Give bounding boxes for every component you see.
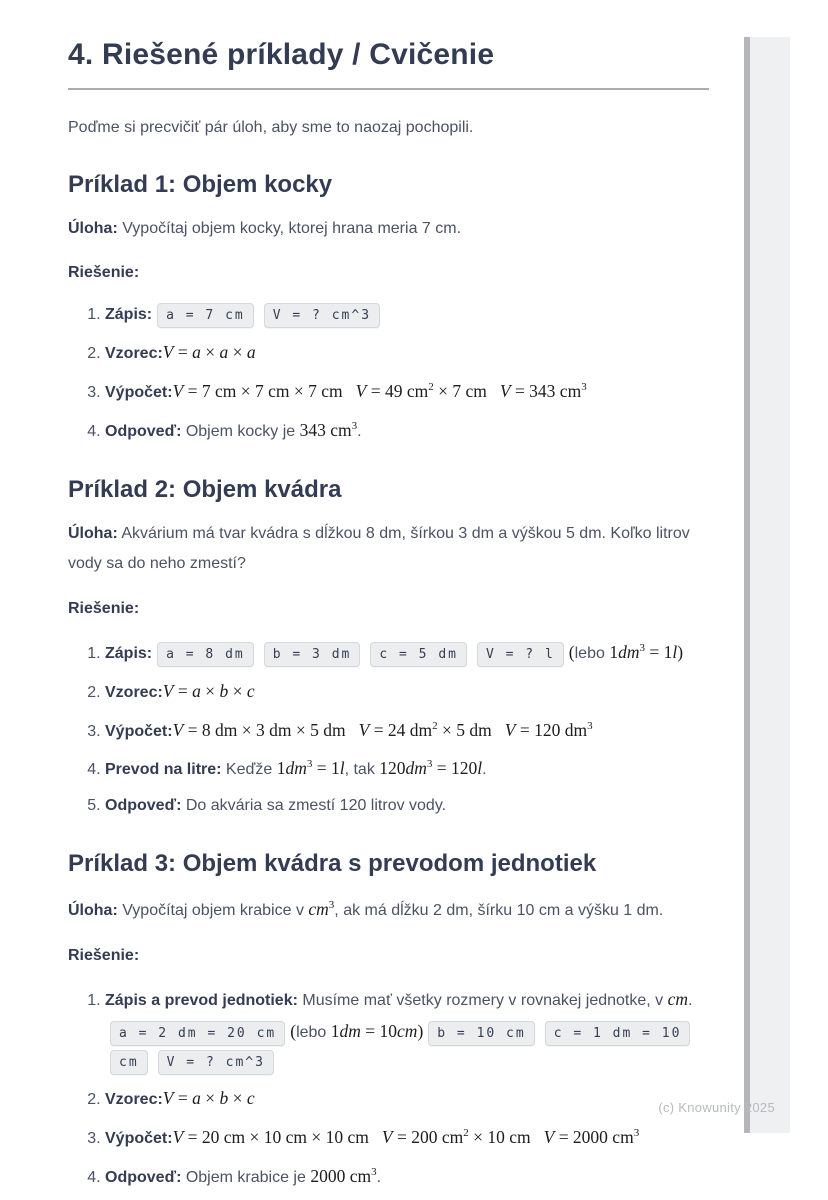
task-label: Úloha: <box>68 902 118 920</box>
code-chip: a = 7 cm <box>157 303 254 328</box>
solution-step <box>105 715 709 747</box>
step-label: Výpočet: <box>105 384 173 402</box>
task-label: Úloha: <box>68 219 118 237</box>
solution-step <box>105 753 709 785</box>
solution-step <box>105 984 709 1076</box>
solution-step <box>105 792 709 821</box>
math-expression: V = a × b × c <box>162 1088 255 1109</box>
solution-step <box>105 376 709 408</box>
task-paragraph <box>68 519 709 580</box>
intro-paragraph: Poďme si precvičiť pár úloh, aby sme to naozaj pochopili. <box>68 118 474 136</box>
text-run: Akvárium má tvar kvádra s dĺžkou 8 dm, šírkou 3 dm a výškou 5 dm. Koľko litrov vody sa do neho zmestí? <box>68 524 690 573</box>
document-page <box>68 0 709 1200</box>
solution-step <box>105 337 709 369</box>
copyright-watermark: (c) Knowunity 2025 <box>658 1100 775 1115</box>
code-chip: b = 10 cm <box>428 1021 534 1046</box>
code-chip: a = 8 dm <box>157 642 254 667</box>
solution-label-text: Riešenie: <box>68 264 140 282</box>
math-expression: V = 8 dm × 3 dm × 5 dm <box>172 719 346 740</box>
code-chip: a = 2 dm = 20 cm <box>110 1021 285 1046</box>
text-run: Keďže <box>221 761 277 779</box>
example-section <box>68 848 709 1193</box>
example-heading: Príklad 2: Objem kvádra <box>68 475 342 503</box>
solution-step <box>105 676 709 708</box>
solution-steps-list <box>68 637 709 821</box>
text-run: Musíme mať všetky rozmery v rovnakej jednotke, v <box>297 991 668 1009</box>
code-chip: V = ? cm^3 <box>158 1050 274 1075</box>
math-expression: V = a × b × c <box>162 680 255 701</box>
text-run: . <box>357 422 362 440</box>
math-expression: V = 2000 $cm^3$ <box>543 1127 640 1148</box>
text-run: Vypočítaj objem kocky, ktorej hrana meria 7 cm. <box>117 219 462 237</box>
solution-label <box>68 941 709 971</box>
math-expression: V = 24 $dm^2 \times 5$ dm <box>358 719 492 740</box>
text-run: . <box>482 761 487 779</box>
math-expression: V = 20 cm × 10 cm × 10 cm <box>172 1127 369 1148</box>
math-expression: $1dm^3 = 1l$ <box>276 758 345 779</box>
text-run: , tak <box>344 761 380 779</box>
title-divider <box>68 88 709 90</box>
text-run: Objem kocky je <box>181 422 300 440</box>
example-section <box>68 169 709 447</box>
solution-step <box>105 637 709 669</box>
solution-step <box>105 415 709 447</box>
step-label: Výpočet: <box>105 1130 173 1148</box>
page-title: 4. Riešené príklady / Cvičenie <box>68 38 495 71</box>
solution-label <box>68 594 709 624</box>
math-expression: V = 200 $cm^2 \times 10$ cm <box>381 1127 531 1148</box>
code-chip: b = 3 dm <box>264 642 361 667</box>
solution-step <box>105 1122 709 1154</box>
step-label: Vzorec: <box>105 683 163 701</box>
step-label: Vzorec: <box>105 345 163 363</box>
step-label: Prevod na litre: <box>105 761 222 779</box>
math-expression: (lebo $1dm^3 = 1l$) <box>568 642 684 663</box>
scrollbar-track[interactable] <box>744 37 790 1133</box>
math-expression: 2000 $cm^3$ <box>310 1165 377 1186</box>
step-label: Zápis: <box>105 306 153 324</box>
examples <box>68 169 709 1193</box>
text-run: Objem krabice je <box>181 1168 311 1186</box>
text-run: . <box>376 1168 382 1186</box>
step-label: Zápis a prevod jednotiek: <box>105 991 298 1009</box>
text-run: , ak má dĺžku 2 dm, šírku 10 cm a výšku 1 dm. <box>334 902 664 920</box>
math-expression: $cm^3$ <box>308 899 335 920</box>
solution-label-text: Riešenie: <box>68 946 140 964</box>
math-expression: cm <box>667 988 689 1009</box>
solution-label-text: Riešenie: <box>68 599 140 617</box>
math-expression: 343 $cm^3$ <box>299 419 358 440</box>
text-run: Vypočítaj objem krabice v <box>117 902 309 920</box>
math-expression: $120dm^3 = 120l$ <box>379 758 483 779</box>
code-chip: c = 1 dm = 10 cm <box>110 1021 690 1075</box>
solution-step <box>105 301 709 330</box>
code-chip: V = ? l <box>477 642 564 667</box>
solution-steps-list <box>68 301 709 446</box>
solution-label <box>68 258 709 288</box>
step-label: Zápis: <box>105 645 153 663</box>
code-chip: c = 5 dm <box>370 642 467 667</box>
math-expression: V = 120 $dm^3$ <box>504 719 593 740</box>
task-paragraph <box>68 214 709 244</box>
step-label: Výpočet: <box>105 722 173 740</box>
step-label: Odpoveď: <box>105 422 182 440</box>
step-label: Odpoveď: <box>105 797 182 815</box>
example-heading: Príklad 1: Objem kocky <box>68 170 333 198</box>
math-expression: V = 7 cm × 7 cm × 7 cm <box>172 381 343 402</box>
solution-steps-list <box>68 984 709 1193</box>
step-label: Odpoveď: <box>105 1168 182 1186</box>
solution-step <box>105 1161 709 1193</box>
text-run: . <box>688 991 693 1009</box>
math-expression: V = a × a × a <box>162 342 256 363</box>
example-heading: Príklad 3: Objem kvádra s prevodom jednotiek <box>68 850 597 877</box>
math-expression: (lebo 1dm = 10cm) <box>290 1020 424 1041</box>
task-label: Úloha: <box>68 524 118 542</box>
step-label: Vzorec: <box>105 1091 163 1109</box>
code-chip: V = ? cm^3 <box>264 303 380 328</box>
math-expression: V = 49 $cm^2 \times 7$ cm <box>355 381 487 402</box>
task-paragraph <box>68 893 709 926</box>
example-section <box>68 474 709 821</box>
text-run: Do akvária sa zmestí 120 litrov vody. <box>181 797 447 815</box>
math-expression: V = 343 $cm^3$ <box>499 381 587 402</box>
solution-step <box>105 1083 709 1115</box>
